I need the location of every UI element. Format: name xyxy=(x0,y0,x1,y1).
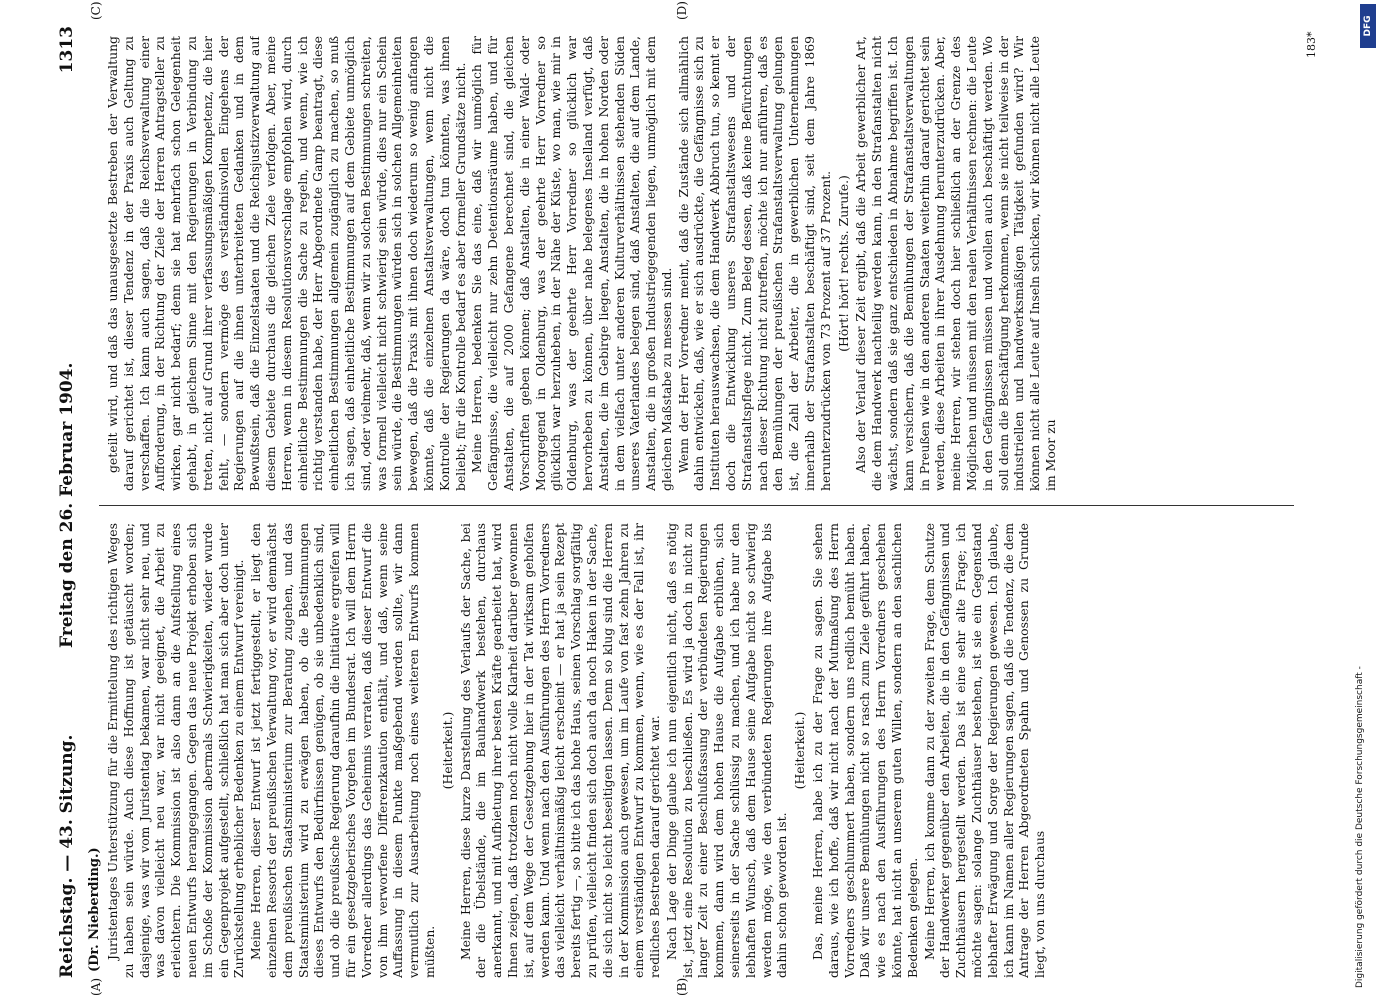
dfg-logo-text: DFG xyxy=(1363,15,1373,37)
paragraph: geteilt wird, und daß das unausgesetzte Bestreben der Verwaltung darauf gerichtet ist, dieser Tendenz in der Praxis auch Geltung zu verschaffen. Ich kann auch sagen, daß die Reichsverwaltung einer Aufforderung, in der Richtung der Ziele der Herren Antragsteller zu wirken, gar nicht bedarf; denn sie hat mehrfach schon Gelegenheit gehabt, in gleichem Sinne mit den Regierungen in Verbindung zu treten, nicht auf Grund ihrer verfassungsmäßigen Kompetenz, die hier fehlt, — sondern vermöge des verständnisvollen Eingehens der Regierungen auf die ihnen unterbreiteten Gedanken und in dem Bewußtsein, daß die Einzelstaaten und die Reichsjustizverwaltung auf diesem Gebiete durchaus die gleichen Ziele verfolgen. Aber, meine Herren, wenn in diesem Resolutionsvorschlage empfohlen wird, durch einheitliche Bestimmungen die Sache zu regeln, und wenn, wie ich richtig verstanden habe, der Herr Abgeordnete Gamp beantragt, diese einheitlichen Bestimmungen allgemein zugänglich zu machen, so muß ich sagen, daß einheitliche Bestimmungen auf dem Gebiete unmöglich sind, oder vielmehr, daß, wenn wir zu solchen Bestimmungen schreiten, was formell vielleicht nicht schwierig sein würde, dies nur ein Schein sein würde, die Bestimmungen würden sich in solchen Allgemeinheiten bewegen, daß die Praxis mit ihnen doch wiederum so wenig anfangen könnte, daß die einzelnen Anstaltsverwaltungen, wenn nicht die Kontrolle der Regierungen da wäre, doch tun könnten, was ihnen beliebt; für die Kontrolle bedarf es aber formeller Grundsätze nicht. xyxy=(105,36,468,491)
page-header xyxy=(55,26,81,978)
paragraph: Meine Herren, dieser Entwurf ist jetzt fertiggestellt, er liegt den einzelnen Ressorts der preußischen Verwaltung vor, er wird demnächst dem preußischen Staatsministerium zur Beratung zugehen, und das Staatsministerium wird zu erwägen haben, ob die Bestimmungen dieses Entwurfs den Bedürfnissen genügen, ob sie unbedenklich sind, und ob die preußische Regierung daraufhin die Initiative ergreifen will für ein gesetzgeberisches Vorgehen im Bundesrat. Ich will dem Herrn Vorredner allerdings das Geheimnis verraten, daß dieser Entwurf die von ihm verworfene Differenzkaution enthält, und daß, wenn seine Auffassung in diesem Punkte maßgebend werden sollte, wir dann vermutlich zur Ausarbeitung noch eines weiteren Entwurfs kommen müßten. xyxy=(248,523,437,978)
paragraph: Also der Verlauf dieser Zeit ergibt, daß die Arbeit gewerblicher Art, die dem Handwerk nachteilig werden kann, in den Strafanstalten nicht wächst, sondern daß sie ganz entschieden in Abnahme begriffen ist. Ich kann versichern, daß die Bemühungen der Strafanstaltsverwaltungen in Preußen wie in den anderen Staaten weiterhin darauf gerichtet sein werden, diese Arbeiten in ihrer Ausdehnung herunterzudrücken. Aber, meine Herren, wir stehen doch hier schließlich an der Grenze des Möglichen und müssen mit den realen Verhältnissen rechnen: die Leute in den Gefängnissen müssen und wollen auch beschäftigt werden. Wo soll denn die Beschäftigung herkommen, wenn sie nicht teilweise in der industriellen und handwerksmäßigen Tätigkeit gefunden wird? Wir können nicht alle Leute auf Inseln schicken, wir können nicht alle Leute im Moor zu xyxy=(853,36,1059,491)
paragraph: Wenn der Herr Vorredner meint, daß die Zustände sich allmählich dahin entwickeln, daß, wie er sich ausdrückte, die Gefängnisse sich zu Instituten herauswachsen, die dem Handwerk Abbruch tun, so kennt er doch die Entwicklung unseres Strafanstaltswesens und der Strafanstaltspflege nicht. Zum Beleg dessen, daß keine Befürchtungen nach dieser Richtung nicht zutreffen, möchte ich nur anführen, daß es den Bemühungen der preußischen Strafanstaltsverwaltung gelungen ist, die Zahl der Arbeiter, die in gewerblichen Unternehmungen innerhalb der Strafanstalten beschäftigt sind, seit dem Jahre 1869 herunterzudrücken von 73 Prozent auf 37 Prozent. xyxy=(675,36,833,491)
header-page-number: 1313 xyxy=(57,26,77,74)
header-date: Freitag den 26. Februar 1904. xyxy=(57,362,77,648)
newspaper-page xyxy=(55,1,1345,996)
paragraph: Meine Herren, ich komme dann zu der zweiten Frage, dem Schutze der Handwerker gegenüber den Arbeiten, die in den Gefängnissen und Zuchthäusern hergestellt werden. Das ist eine sehr alte Frage; ich möchte sagen: solange Zuchthäuser bestehen, ist sie ein Gegenstand lebhafter Erwägung und Sorge der Regierungen gewesen. Ich glaube, ich kann im Namen aller Regierungen sagen, daß die Tendenz, die dem Antrage der Herren Abgeordneten Spahn und Genossen zu Grunde liegt, von uns durchaus xyxy=(921,523,1048,978)
interjection: (Heiterkeit.) xyxy=(792,711,808,790)
interjection: (Hört! hört! rechts. Zurufe.) xyxy=(835,175,851,352)
paragraph: Das, meine Herren, habe ich zu der Frage zu sagen. Sie sehen daraus, wie ich hoffe, daß wir nicht nach der Mutmaßung des Herrn Vorredners geschlummert haben, sondern uns redlich bemüht haben. Daß wir unsere Bemühungen nicht so rasch zum Ziele geführt haben, wie es nach den Ausführungen des Herrn Vorredners geschehen könnte, hat nicht an unserem guten Willen, sondern an den sachlichen Bedenken gelegen. xyxy=(810,523,920,978)
footer-signature: 183* xyxy=(1305,31,1318,58)
left-column xyxy=(105,523,1295,978)
margin-marker-c: (C) xyxy=(89,1,103,20)
digitization-credit xyxy=(1355,8,1375,988)
speaker-name: (Dr. Nieberding.) xyxy=(87,847,102,972)
paragraph: Meine Herren, bedenken Sie das eine, daß wir unmöglich für Gefängnisse, die vielleicht nur zehn Detentionsräume haben, und für Anstalten, die auf 2000 Gefangene berechnet sind, die gleichen Vorschriften geben können; daß Anstalten, die in einer Wald- oder Moorgegend in Oldenburg, was der geehrte Herr Vorredner so glücklich war herzuheben, in der Nähe der Küste, wo man, wie mir in Oldenburg, was der geehrte Herr Vorredner so glücklich war hervorheben zu können, über nahe belegenes Inselland verfügt, daß Anstalten, die im Gebirge liegen, Anstalten, die in hohen Norden oder in dem vielfach unter anderen Kulturverhältnissen stehenden Süden unseres Vaterlandes belegen sind, daß Anstalten, die auf dem Lande, Anstalten, die in großen Industriegegenden liegen, unmöglich mit dem gleichen Maßstabe zu messen sind. xyxy=(469,36,674,491)
margin-marker-b: (B) xyxy=(675,977,689,996)
paragraph: Meine Herren, diese kurze Darstellung des Verlaufs der Sache, bei der die Übelstände, die im Bauhandwerk bestehen, durchaus anerkannt, und mit Aufbietung ihrer besten Kräfte gearbeitet hat, wird Ihnen zeigen, daß trotzdem noch nicht volle Klarheit darüber gewonnen ist, auf dem Wege der Gesetzgebung hier in der Tat wirksam geholfen werden kann. Und wenn nach den Ausführungen des Herrn Vorredners das vielleicht verhältnismäßig leicht erscheint — er hat ja sein Rezept bereits fertig —, so bitte ich das hohe Haus, seinen Vorschlag sorgfältig zu prüfen, vielleicht finden sich doch auch da noch Haken in der Sache, die sich nicht so leicht beseitigen lassen. Denn so klug sind die Herren in der Kommission auch gewesen, um im Laufe von fast zehn Jahren zu einem verständigen Entwurf zu kommen, wenn, wie es der Fall ist, ihr redliches Bestreben darauf gerichtet war. xyxy=(457,523,663,978)
margin-marker-d: (D) xyxy=(675,1,689,20)
column-divider xyxy=(99,505,1294,506)
interjection: (Heiterkeit.) xyxy=(439,711,455,790)
right-column xyxy=(105,36,1295,491)
margin-marker-a: (A) xyxy=(89,977,103,996)
header-left-title: Reichstag. — 43. Sitzung. xyxy=(57,734,77,978)
credit-text: Digitalisierung gefördert durch die Deutsche Forschungsgemeinschaft - xyxy=(1355,666,1365,988)
paragraph: Nach Lage der Dinge glaube ich nun eigentlich nicht, daß es nötig ist, jetzt eine Resolution zu beschließen. Es wird ja doch in nicht zu langer Zeit zu einer Beschlußfassung der verbündeten Regierungen kommen, dann wird dem hohen Hause die Aufgabe erblühen, sich seinerseits in der Sache schlüssig zu machen, und ich habe nur den lebhaften Wunsch, daß dem Hause seine Aufgabe nicht so schwierig werden möge, wie den verbündeten Regierungen ihre Aufgabe bis dahin schon geworden ist. xyxy=(663,523,790,978)
paragraph: Juristentages Unterstützung für die Ermittelung des richtigen Weges zu haben sein würde. Auch diese Hoffnung ist getäuscht worden; dasjenige, was wir vom Juristentag bekamen, war nicht sehr neu, und was davon vielleicht neu war, war nicht geeignet, die Arbeit zu erleichtern. Die Kommission ist also dann an die Aufstellung eines neuen Entwurfs herangegangen. Gegen das neue Projekt erhoben sich im Schoße der Kommission abermals Schwierigkeiten, wieder wurde ein Gegenprojekt aufgestellt, schließlich hat man sich aber doch unter Zurückstellung erheblicher Bedenken zu einem Entwurf vereinigt. xyxy=(105,523,247,978)
